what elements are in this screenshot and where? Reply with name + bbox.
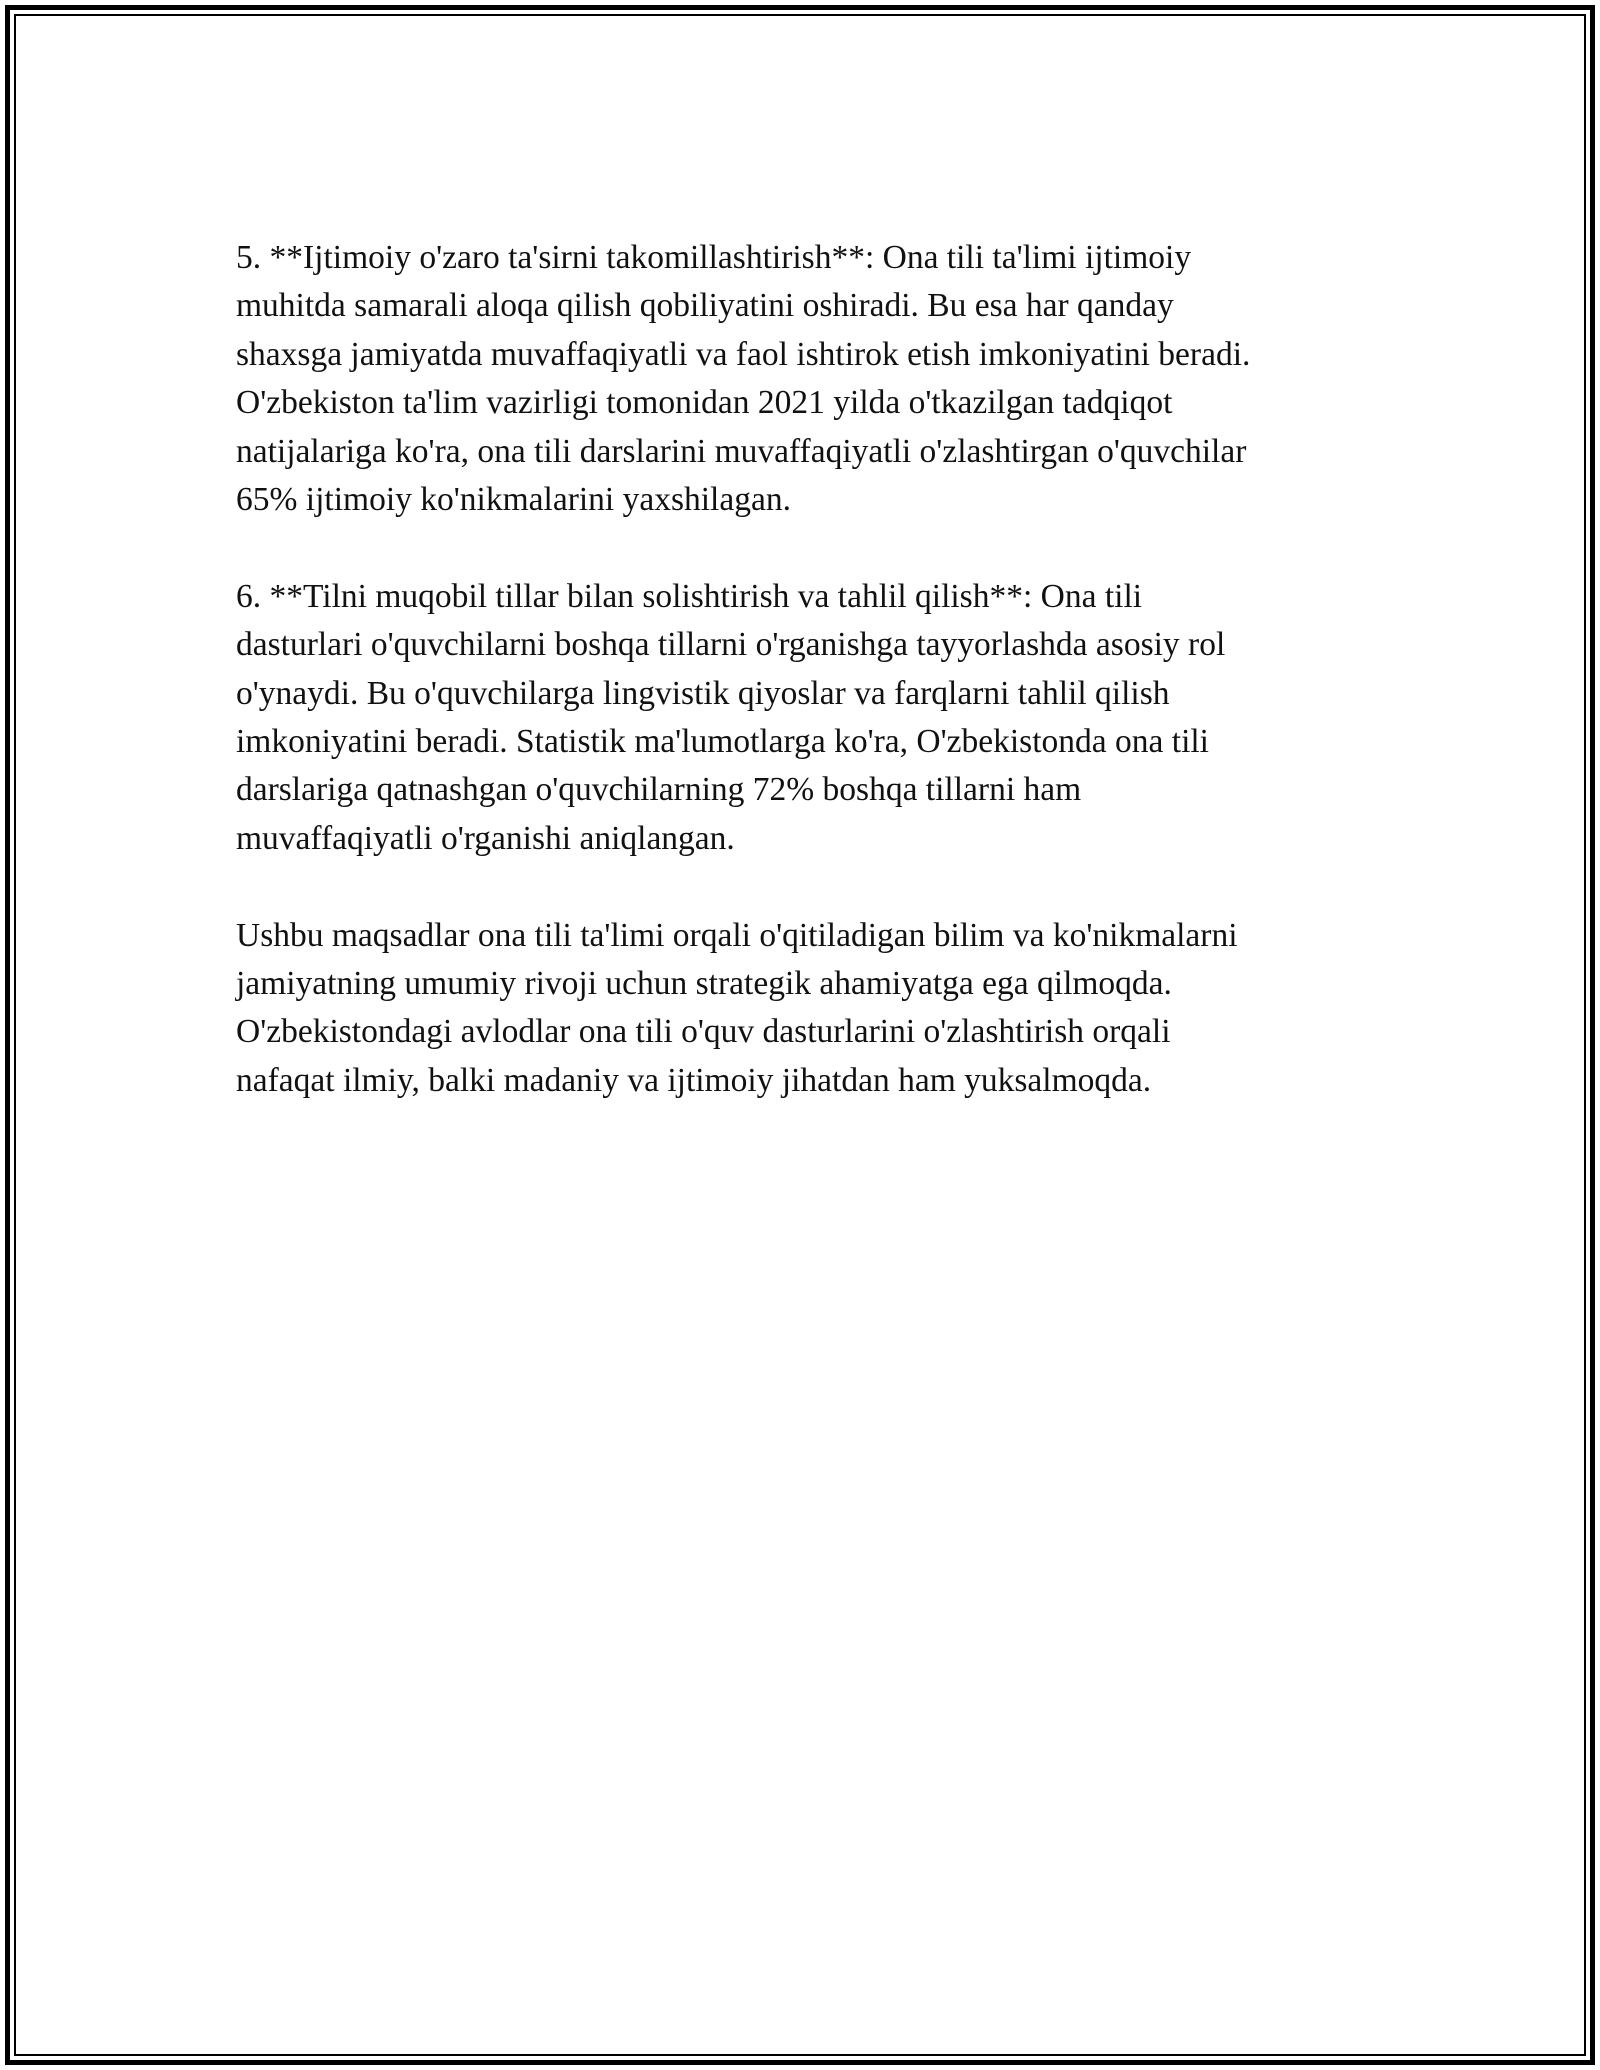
paragraph-line: 65% ijtimoiy ko'nikmalarini yaxshilagan.	[236, 481, 791, 519]
paragraph-line: imkoniyatini beradi. Statistik ma'lumotlarga ko'ra, O'zbekistonda ona tili	[236, 723, 1209, 761]
paragraph-line: O'zbekiston ta'lim vazirligi tomonidan 2021 yilda o'tkazilgan tadqiqot	[236, 384, 1173, 422]
paragraph-line: 5. **Ijtimoiy o'zaro ta'sirni takomillashtirish**: Ona tili ta'limi ijtimoiy	[236, 239, 1192, 276]
paragraph-line: jamiyatning umumiy rivoji uchun strategik ahamiyatga ega qilmoqda.	[236, 965, 1172, 1003]
paragraph-conclusion	[236, 912, 1356, 1106]
document-body	[236, 234, 1356, 1154]
paragraph-line: muhitda samarali aloqa qilish qobiliyatini oshiradi. Bu esa har qanday	[236, 287, 1174, 325]
paragraph-5	[236, 234, 1356, 524]
paragraph-line: shaxsga jamiyatda muvaffaqiyatli va faol ishtirok etish imkoniyatini beradi.	[236, 335, 1251, 373]
paragraph-line: darslariga qatnashgan o'quvchilarning 72% boshqa tillarni ham	[236, 771, 1082, 809]
paragraph-6	[236, 573, 1356, 863]
paragraph-line: o'ynaydi. Bu o'quvchilarga lingvistik qiyoslar va farqlarni tahlil qilish	[236, 674, 1170, 712]
paragraph-line: O'zbekistondagi avlodlar ona tili o'quv dasturlarini o'zlashtirish orqali	[236, 1013, 1171, 1051]
paragraph-line: dasturlari o'quvchilarni boshqa tillarni o'rganishga tayyorlashda asosiy rol	[236, 626, 1226, 664]
paragraph-line: muvaffaqiyatli o'rganishi aniqlangan.	[236, 819, 735, 857]
paragraph-line: nafaqat ilmiy, balki madaniy va ijtimoiy jihatdan ham yuksalmoqda.	[236, 1061, 1152, 1099]
paragraph-line: natijalariga ko'ra, ona tili darslarini muvaffaqiyatli o'zlashtirgan o'quvchilar	[236, 432, 1247, 470]
paragraph-line: 6. **Tilni muqobil tillar bilan solishtirish va tahlil qilish**: Ona tili	[236, 577, 1143, 615]
paragraph-line: Ushbu maqsadlar ona tili ta'limi orqali o'qitiladigan bilim va ko'nikmalarni	[236, 916, 1238, 954]
